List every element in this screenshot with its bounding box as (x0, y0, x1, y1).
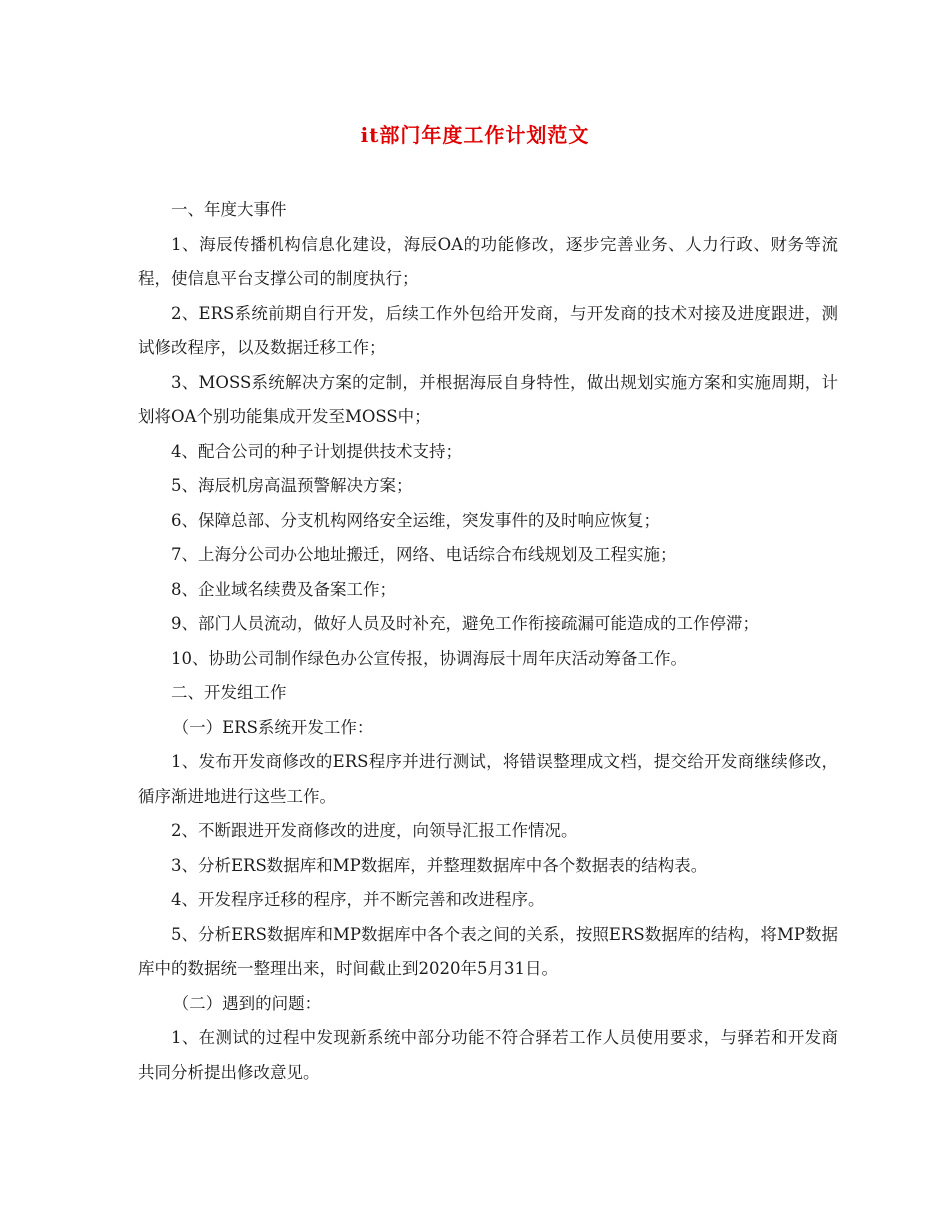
paragraph: 7、上海分公司办公地址搬迁，网络、电话综合布线规划及工程实施； (171, 545, 677, 564)
paragraph: 1、海辰传播机构信息化建设，海辰OA的功能修改，逐步完善业务、人力行政、财务等流程，使信息平台支撑公司的制度执行； (138, 234, 838, 288)
paragraph: 4、配合公司的种子计划提供技术支持； (171, 441, 462, 461)
document-body (138, 193, 838, 1090)
paragraph: 1、发布开发商修改的ERS程序并进行测试，将错误整理成文档，提交给开发商继续修改，循序渐进地进行这些工作。 (138, 752, 838, 806)
paragraph: 2、不断跟进开发商修改的进度，向领导汇报工作情况。 (171, 821, 578, 840)
paragraph: 4、开发程序迁移的程序，并不断完善和改进程序。 (171, 890, 545, 909)
paragraph: 3、分析ERS数据库和MP数据库，并整理数据库中各个数据表的结构表。 (171, 855, 708, 875)
paragraph: 8、企业域名续费及备案工作； (171, 579, 396, 599)
paragraph: 10、协助公司制作绿色办公宣传报，协调海辰十周年庆活动筹备工作。 (171, 648, 687, 668)
section-heading: 一、年度大事件 (171, 200, 287, 219)
section-heading: 二、开发组工作 (171, 683, 287, 702)
document-title: it部门年度工作计划范文 (360, 123, 590, 147)
subsection-heading: （二）遇到的问题： (172, 993, 322, 1013)
subsection-heading: （一）ERS系统开发工作： (172, 717, 374, 737)
paragraph: 1、在测试的过程中发现新系统中部分功能不符合驿若工作人员使用要求，与驿若和开发商共同分析提出修改意见。 (138, 1028, 838, 1082)
paragraph: 3、MOSS系统解决方案的定制，并根据海辰自身特性，做出规划实施方案和实施周期，计划将OA个别功能集成开发至MOSS中； (138, 372, 838, 426)
paragraph: 5、分析ERS数据库和MP数据库中各个表之间的关系，按照ERS数据库的结构，将MP数据库中的数据统一整理出来，时间截止到2020年5月31日。 (138, 924, 838, 978)
paragraph: 9、部门人员流动，做好人员及时补充，避免工作衔接疏漏可能造成的工作停滞； (171, 614, 759, 633)
paragraph: 2、ERS系统前期自行开发，后续工作外包给开发商，与开发商的技术对接及进度跟进，测试修改程序，以及数据迁移工作； (138, 303, 838, 357)
paragraph: 6、保障总部、分支机构网络安全运维，突发事件的及时响应恢复； (171, 510, 660, 530)
paragraph: 5、海辰机房高温预警解决方案； (171, 476, 413, 495)
